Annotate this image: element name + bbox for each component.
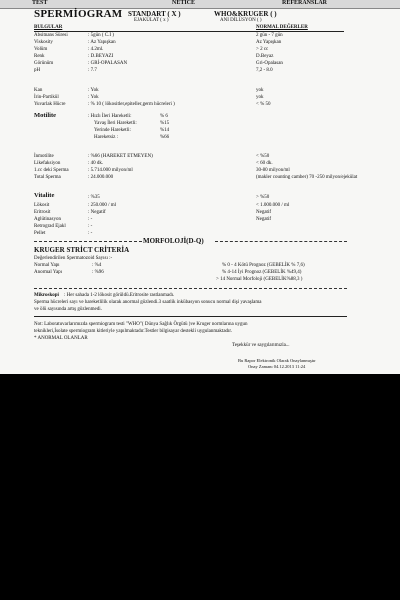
row-label: pH [34,68,41,73]
row-value: : %66 (HAREKET ETMEYEN) [88,154,153,159]
row-reference: < 60 dk. [256,161,273,166]
row-reference: Negatif [256,210,271,215]
motilite-row-label: Hareketsiz : [94,135,119,140]
row-value: : Yok [88,95,99,100]
motilite-row-label: Yavaş İleri Hareketli: [94,121,137,126]
row-label: Kan [34,88,43,93]
kruger-row-label: Anormal Yapı [34,270,63,275]
vitalite-ref: > %50 [256,195,270,200]
row-value: : - [88,231,93,236]
row-reference: 30-80 milyon/ml [256,168,290,173]
row-value: : % 10 ( lökositler,epiteller,germ hücreleri ) [88,102,175,107]
kruger-sub: Değerlendirilen Spermatozoid Sayısı :- [34,256,113,261]
row-label: Likefaksiyon [34,161,61,166]
row-value: : 5.714.000 milyon/ml [88,168,133,173]
row-reference: Az Yapışkan [256,40,282,45]
row-reference: < %50 [256,154,270,159]
row-value: : 250.000 / ml [88,203,117,208]
motilite-row-label: Yerinde Hareketli: [94,128,131,133]
row-reference: yok [256,88,264,93]
row-label: Pellet [34,231,46,236]
row-reference: yok [256,95,264,100]
header-referanslar: REFERANSLAR [282,0,328,6]
row-label: Absitnans Süresi [34,33,68,38]
note-line3: * ANORMAL OLANLAR [34,336,88,341]
kruger-reference: > 14 Normal Morfoloji (GEBELİK%88,3 ) [216,277,303,282]
ejakulat-option: EJAKÜLAT ( x ) [134,18,169,23]
dash-left [34,241,142,242]
row-value: : Az Yapışkan [88,40,116,45]
kruger-row-value: : %4 [92,263,102,268]
kruger-reference: % 0 - 4 Kötü Prognoz (GEBELİK % 7,6) [222,263,305,268]
row-reference: (makler counting camber) 70 -250 milyon/ejekülat [256,175,358,180]
row-value: : 4.2ml. [88,47,104,52]
vitalite-label: Vitalite [34,192,55,199]
row-reference: < 1.000.000 / ml [256,203,290,208]
row-reference: 2 gün - 7 gün [256,33,283,38]
header-test: TEST [32,0,48,6]
row-value: : - [88,224,93,229]
kruger-reference: % 4-14 İyi Prognoz (GEBELİK %49,4) [222,270,302,275]
row-label: Retrograd Ejakl [34,224,66,229]
motilite-row-label: : Hızlı İleri Hareketli: [88,114,132,119]
kruger-row-value: : %96 [92,270,104,275]
row-reference: Negatif [256,217,271,222]
row-value: : GRİ-OPALASAN [88,61,128,66]
row-reference: 7,2 - 8.0 [256,68,273,73]
row-label: Yuvarlak Hücre [34,102,66,107]
note-line2: teknikleri,İsolate spermiogram kitleriyle yapılmaktadır.Testler bilgisayar destekli uygulanmaktadır. [34,329,233,334]
row-value: : Negatif [88,210,106,215]
vitalite-value: : %35 [88,195,100,200]
who-kruger-option: WHO&KRUGER ( ) [214,10,277,18]
row-label: İrin-Partikül [34,95,59,100]
row-value: : 7.7 [88,68,97,73]
motilite-row-value: %15 [160,121,170,126]
row-label: Total Sperma [34,175,61,180]
dash-right [215,241,347,242]
col-normal-degerler: NORMAL DEĞERLER [256,25,308,30]
dash-divider [34,288,347,289]
col-bulgular: BULGULAR [34,25,63,30]
standart-option: STANDART ( X ) [128,10,181,18]
row-label: İnmotilite [34,154,54,159]
row-reference: > 2 cc [256,47,269,52]
header-netice: NETİCE [172,0,196,6]
row-label: Eritrosit [34,210,51,215]
row-reference: D.Beyaz [256,54,274,59]
row-value: : 5gün ( C.İ ) [88,33,114,38]
row-value: : 24.000.000 [88,175,114,180]
thanks-text: Teşekkür ve saygılarımızla... [232,343,290,348]
row-label: Volüm [34,47,48,52]
row-label: 1.cc deki Sperma [34,168,69,173]
note-line1: Not: Laboratuvarlarımızda spermiogram testi "WHO"( Dünya Sağlık Örgütü )ve Kruger normlarına uygun [34,322,248,327]
motilite-row-value: %14 [160,128,170,133]
motilite-row-value: % 6 [160,114,168,119]
row-label: Aglütinasyon [34,217,61,222]
row-value: : D.BEYAZI [88,54,114,59]
mikroskopi-text2: Sperma hücreleri sayı ve hareketlilik olarak anormal gözlendi.3 saatlik inkübasyon sonucu normal dişi yavaşlama [34,300,262,305]
row-reference: < % 50 [256,102,271,107]
row-value: : - [88,217,93,222]
approval-line1: Bu Rapor Elektronik Olarak Onaylanmıştır [238,358,316,363]
mikroskopi-text1: : Her sahada 1-2 lökosit görüldü.Eritrosite rastlanmadı. [64,293,175,298]
mikroskopi-text3: ve ölü sayısında artış gözlenmedi. [34,307,102,312]
morfoloji-title: MORFOLOJİ(D-Q) [143,237,204,245]
row-value: : 40 dk. [88,161,104,166]
row-label: Viskosity [34,40,53,45]
motilite-label: Motilite [34,112,57,119]
row-label: Lökosit [34,203,50,208]
approval-line2: Onay Zamanı 04.12.2013 11:24 [248,364,306,369]
row-value: : Yok [88,88,99,93]
motilite-row-value: %66 [160,135,170,140]
row-reference: Gri-Opalasan [256,61,283,66]
divider [34,31,344,32]
kruger-row-label: Normal Yapı [34,263,60,268]
row-label: Görünüm [34,61,54,66]
kruger-title: KRUGER STRİCT CRİTERİA [34,246,130,254]
divider [34,316,347,317]
row-label: Renk [34,54,45,59]
mikroskopi-label: Mikroskopi [34,293,59,298]
page-title: SPERMİOGRAM [34,8,123,20]
ani-dilusyon-option: ANI DİLÜSYON ( ) [220,18,262,23]
